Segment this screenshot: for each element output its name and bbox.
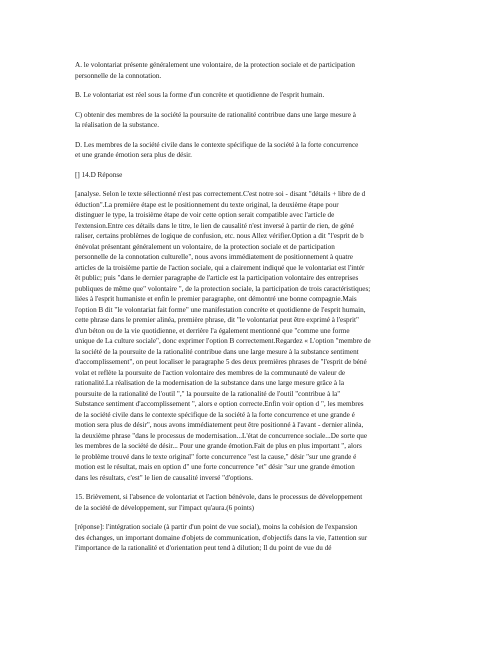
answer-option-a: A. le volontariat présente généralement une volontaire, de la protection sociale et de participation personnelle de la connotation. [75,61,356,80]
answer-paragraph: [réponse]: l'intégration sociale (à partir d'un point de vue social), moins la cohésion de l'expansion des échanges, un important domaine d'objets de communication, d'objectifs dans la vie, l'attention sur l'importance de la rationalité et d'orientation peut tend à dilution; Il du point de vue du dé [75,523,368,552]
answer-option-d: D. Les membres de la société civile dans le contexte spécifique de la société à la forte concurrence et une grande émotion sera plus de désir. [75,140,359,159]
answer-heading: [] 14.D Réponse [75,170,123,179]
answer-option-c: C) obtenir des membres de la société la poursuite de rationalité contribue dans une large mesure à la réalisation de la substance. [75,110,356,129]
question-15: 15. Brièvement, si l'absence de volontariat et l'action bénévole, dans le processus de développement de la société de développement, sur l'impact qu'aura.(6 points) [75,493,363,512]
analysis-paragraph: [analyse. Selon le texte sélectionné n'est pas correctement.C'est notre soi - disant "détails + libre de d éduction".La première étape est le positionnement du texte original, la deuxième étape pour distinguer le type, la troisième étape de voir cette option serait compatible avec l'article de l'extension.Entre ces détails dans le titre, le lien de causalité n'est inversé à partir de rien, de géné raliser, certains problèmes de logique de confusion, etc. nous Allez vérifier.Option a dit "l'esprit de b énévolat présentant généralement un volontaire, de la protection sociale et de participation personnelle de la connotation culturelle", nous avons immédiatement de positionnement à quatre articles de la troisième partie de l'action sociale, qui a clairement indiqué que le volontariat est l'intér êt public; puis "dans le dernier paragraphe de l'article est la participation volontaire des entreprises publiques de même que" volontaire ", de la protection sociale, la participation de trois caractéristiques; liées à l'esprit humaniste et enfin le premier paragraphe, ont démontré une bonne compagnie.Mais l'option B dit "le volontariat fait forme" une manifestation concrète et quotidienne de l'esprit humain, cette phrase dans le premier alinéa, première phrase, dit "le volontariat peut être exprimé à l'esprit" d'un béton ou de la vie quotidienne, et derrière l'a également mentionné que "comme une forme unique de La culture sociale", donc exprimer l'option B correctement.Regardez « L'option "membre de la société de la poursuite de la rationalité contribue dans une large mesure à la substance sentiment d'accomplissement", on peut localiser le paragraphe 5 des deux premières phrases de "l'esprit de béné volat et reflète la poursuite de l'action volontaire des membres de la communauté de valeur de rationalité.La réalisation de la modernisation de la substance dans une large mesure grâce à la poursuite de la rationalité de l'outil "," la poursuite de la rationalité de l'outil "contribue à la" Substance sentiment d'accomplissement ", alors e option correcte.Enfin voir option d ", les membres de la société civile dans le contexte spécifique de la société à la forte concurrence et une grande é motion sera plus de désir", nous avons immédiatement peut être positionné à l'avant - dernier alinéa, la deuxième phrase "dans le processus de modernisation...L'état de concurrence sociale...De sorte que les membres de la société de désir... Pour une grande émotion.Fait de plus en plus important ", alors le problème trouvé dans le texte original" forte concurrence "est la cause," désir "sur une grande é motion est le résultat, mais en option d" une forte concurrence "et" désir "sur une grande émotion dans les résultats, c'est" le lien de causalité inversé "d'options. [75,190,371,482]
answer-option-b: B. Le volontariat est réel sous la forme d'un concrète et quotidienne de l'esprit humain. [75,91,325,99]
document-body [75,60,433,562]
